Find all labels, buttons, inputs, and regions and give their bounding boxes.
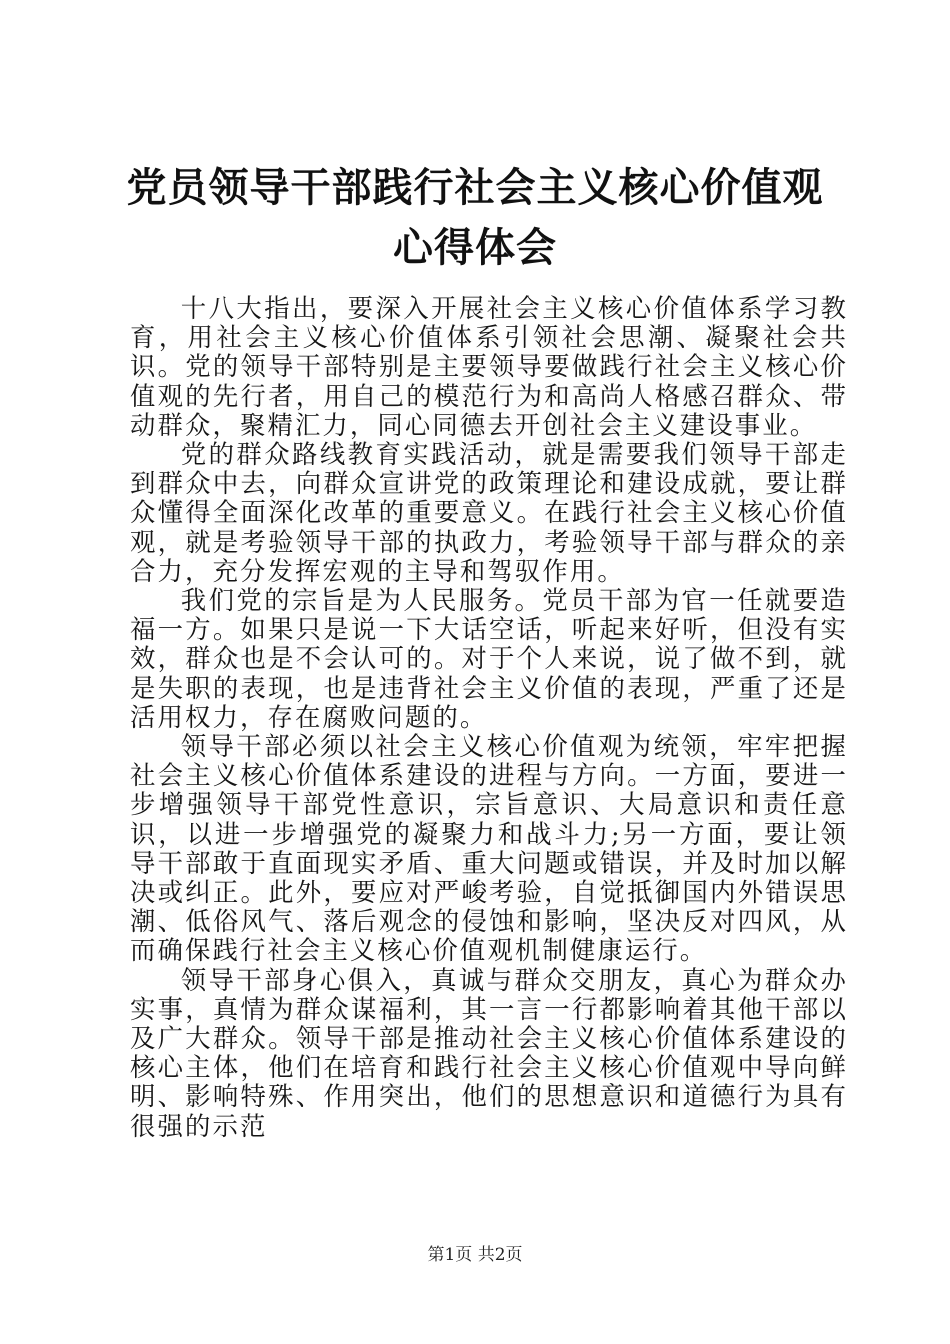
document-body — [130, 294, 848, 1141]
paragraph: 领导干部必须以社会主义核心价值观为统领，牢牢把握社会主义核心价值体系建设的进程与方向。一方面，要进一步增强领导干部党性意识，宗旨意识、大局意识和责任意识，以进一步增强党的凝聚力和战斗力;另一方面，要让领导干部敢于直面现实矛盾、重大问题或错误，并及时加以解决或纠正。此外，要应对严峻考验，自觉抵御国内外错误思潮、低俗风气、落后观念的侵蚀和影响，坚决反对四风，从而确保践行社会主义核心价值观机制健康运行。 — [130, 731, 848, 966]
paragraph: 党的群众路线教育实践活动，就是需要我们领导干部走到群众中去，向群众宣讲党的政策理论和建设成就，要让群众懂得全面深化改革的重要意义。在践行社会主义核心价值观，就是考验领导干部的执政力，考验领导干部与群众的亲合力，充分发挥宏观的主导和驾驭作用。 — [130, 439, 848, 586]
page-title: 党员领导干部践行社会主义核心价值观心得体会 — [126, 165, 824, 271]
paragraph: 领导干部身心俱入，真诚与群众交朋友，真心为群众办实事，真情为群众谋福利，其一言一行都影响着其他干部以及广大群众。领导干部是推动社会主义核心价值体系建设的核心主体，他们在培育和践行社会主义核心价值观中导向鲜明、影响特殊、作用突出，他们的思想意识和道德行为具有很强的示范 — [130, 964, 848, 1141]
page-number-footer: 第1页 共2页 — [427, 1245, 523, 1265]
paragraph: 十八大指出，要深入开展社会主义核心价值体系学习教育，用社会主义核心价值体系引领社会思潮、凝聚社会共识。党的领导干部特别是主要领导要做践行社会主义核心价值观的先行者，用自己的模范行为和高尚人格感召群众、带动群众，聚精汇力，同心同德去开创社会主义建设事业。 — [130, 293, 848, 440]
paragraph: 我们党的宗旨是为人民服务。党员干部为官一任就要造福一方。如果只是说一下大话空话，听起来好听，但没有实效，群众也是不会认可的。对于个人来说，说了做不到，就是失职的表现，也是违背社会主义价值的表现，严重了还是活用权力，存在腐败问题的。 — [130, 585, 848, 732]
